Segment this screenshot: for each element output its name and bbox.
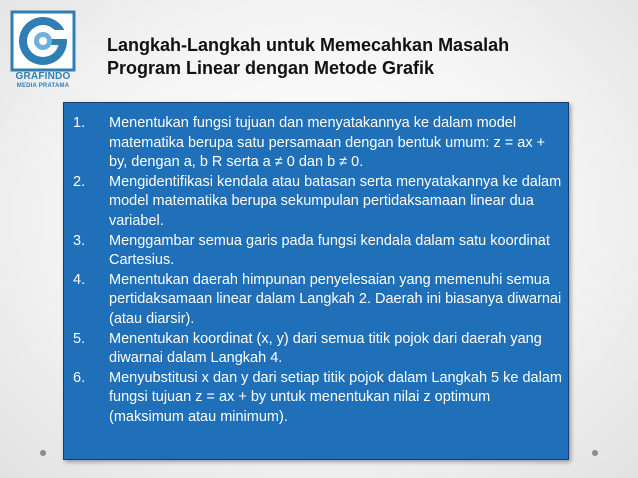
step-text: Menentukan daerah himpunan penyelesaian yang memenuhi semua pertidaksamaan linear dalam Langkah 2. Daerah ini biasanya diwarnai (atau diarsir).	[109, 271, 562, 327]
page-title-line-2: Program Linear dengan Metode Grafik	[107, 58, 435, 78]
step-number: 3.	[73, 232, 86, 249]
grafindo-logo	[10, 10, 76, 94]
page-title-line-1: Langkah-Langkah untuk Memecahkan Masalah	[107, 35, 510, 55]
decorative-dot-right	[592, 450, 598, 456]
step-text: Menggambar semua garis pada fungsi kendala dalam satu koordinat Cartesius.	[109, 232, 550, 269]
page-title	[107, 34, 509, 80]
step-item	[73, 114, 562, 173]
steps-list	[64, 103, 568, 428]
steps-panel	[63, 102, 569, 460]
step-item	[73, 271, 562, 330]
step-item	[73, 369, 562, 428]
step-text: Mengidentifikasi kendala atau batasan serta menyatakannya ke dalam model matematika berupa sekumpulan pertidaksamaan linear dua variabel.	[109, 173, 562, 229]
step-number: 2.	[73, 173, 86, 190]
step-number: 4.	[73, 271, 86, 288]
logo-subtitle: MEDIA PRATAMA	[16, 83, 70, 89]
step-item	[73, 232, 562, 271]
decorative-dot-left	[40, 450, 46, 456]
step-text: Menentukan fungsi tujuan dan menyatakannya ke dalam model matematika berupa satu persamaan dengan bentuk umum: z = ax + by, dengan a, b R serta a ≠ 0 dan b ≠ 0.	[109, 115, 546, 171]
step-number: 5.	[73, 330, 86, 347]
step-number: 1.	[73, 115, 86, 131]
logo-name: GRAFINDO	[15, 71, 71, 82]
step-item	[73, 330, 562, 369]
step-number: 6.	[73, 369, 86, 386]
grafindo-logo-icon	[10, 10, 76, 72]
step-text: Menyubstitusi x dan y dari setiap titik pojok dalam Langkah 5 ke dalam fungsi tujuan z = ax + by untuk menentukan nilai z optimum (maksimum atau minimum).	[109, 369, 562, 425]
step-text: Menentukan koordinat (x, y) dari semua titik pojok dari daerah yang diwarnai dalam Langkah 4.	[109, 330, 542, 367]
step-item	[73, 173, 562, 232]
